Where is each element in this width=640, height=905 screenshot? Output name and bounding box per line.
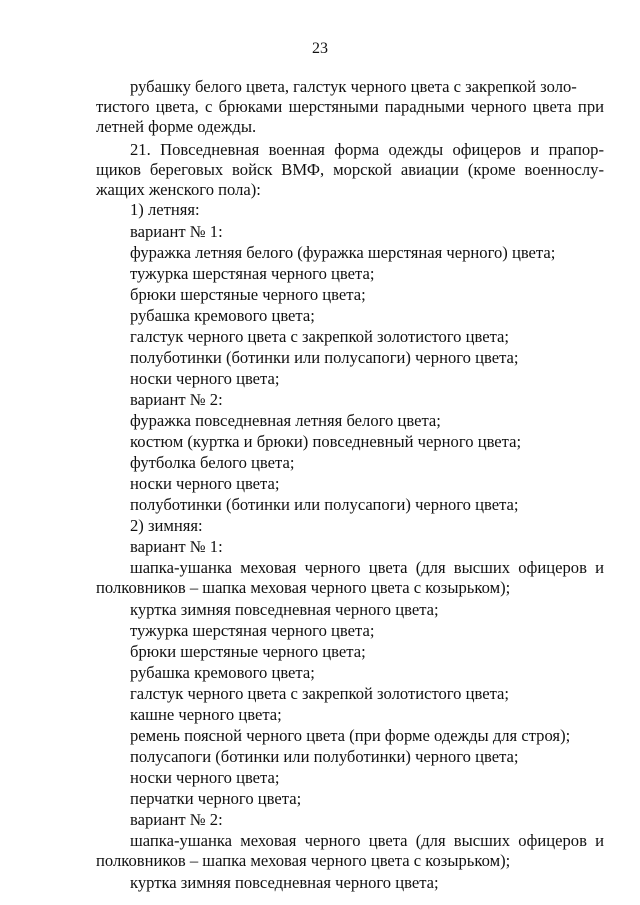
text-line: носки черного цвета; <box>130 768 280 787</box>
text-line: вариант № 2: <box>130 390 223 409</box>
page-number: 23 <box>312 40 328 57</box>
text-line: фуражка повседневная летняя белого цвета; <box>130 411 441 430</box>
text-line: футболка белого цвета; <box>130 453 295 472</box>
text-line: 21. Повседневная военная форма одежды офицеров и прапор- <box>130 140 604 159</box>
text-line: кашне черного цвета; <box>130 705 282 724</box>
text-line: полуботинки (ботинки или полусапоги) черного цвета; <box>130 495 519 514</box>
text-line: полуботинки (ботинки или полусапоги) черного цвета; <box>130 348 519 367</box>
text-line: вариант № 1: <box>130 537 223 556</box>
text-line: брюки шерстяные черного цвета; <box>130 285 366 304</box>
text-line: носки черного цвета; <box>130 474 280 493</box>
text-line: носки черного цвета; <box>130 369 280 388</box>
text-line: тужурка шерстяная черного цвета; <box>130 264 375 283</box>
text-line: летней форме одежды. <box>96 117 257 136</box>
text-line: полковников – шапка меховая черного цвета с козырьком); <box>96 578 511 597</box>
text-line: рубашка кремового цвета; <box>130 663 315 682</box>
text-line: галстук черного цвета с закрепкой золотистого цвета; <box>130 327 510 346</box>
text-line: вариант № 2: <box>130 810 223 829</box>
text-line: шапка-ушанка меховая черного цвета (для высших офицеров и <box>130 831 604 850</box>
text-line: рубашку белого цвета, галстук черного цвета с закрепкой золо- <box>130 77 577 96</box>
text-line: фуражка летняя белого (фуражка шерстяная черного) цвета; <box>130 243 556 262</box>
text-line: перчатки черного цвета; <box>130 789 302 808</box>
text-line: куртка зимняя повседневная черного цвета; <box>130 873 439 892</box>
text-line: рубашка кремового цвета; <box>130 306 315 325</box>
text-line: куртка зимняя повседневная черного цвета; <box>130 600 439 619</box>
text-line: вариант № 1: <box>130 222 223 241</box>
text-line: ремень поясной черного цвета (при форме одежды для строя); <box>130 726 571 745</box>
text-line: брюки шерстяные черного цвета; <box>130 642 366 661</box>
text-line: жащих женского пола): <box>96 180 261 199</box>
text-line: тужурка шерстяная черного цвета; <box>130 621 375 640</box>
text-line: полусапоги (ботинки или полуботинки) черного цвета; <box>130 747 519 766</box>
text-line: 2) зимняя: <box>130 516 203 535</box>
text-line: 1) летняя: <box>130 200 200 219</box>
text-line: шапка-ушанка меховая черного цвета (для высших офицеров и <box>130 558 604 577</box>
text-line: щиков береговых войск ВМФ, морской авиации (кроме военнослу- <box>96 160 604 179</box>
text-line: полковников – шапка меховая черного цвета с козырьком); <box>96 851 511 870</box>
text-line: галстук черного цвета с закрепкой золотистого цвета; <box>130 684 510 703</box>
text-line: тистого цвета, с брюками шерстяными парадными черного цвета при <box>96 97 604 116</box>
text-line: костюм (куртка и брюки) повседневный черного цвета; <box>130 432 522 451</box>
